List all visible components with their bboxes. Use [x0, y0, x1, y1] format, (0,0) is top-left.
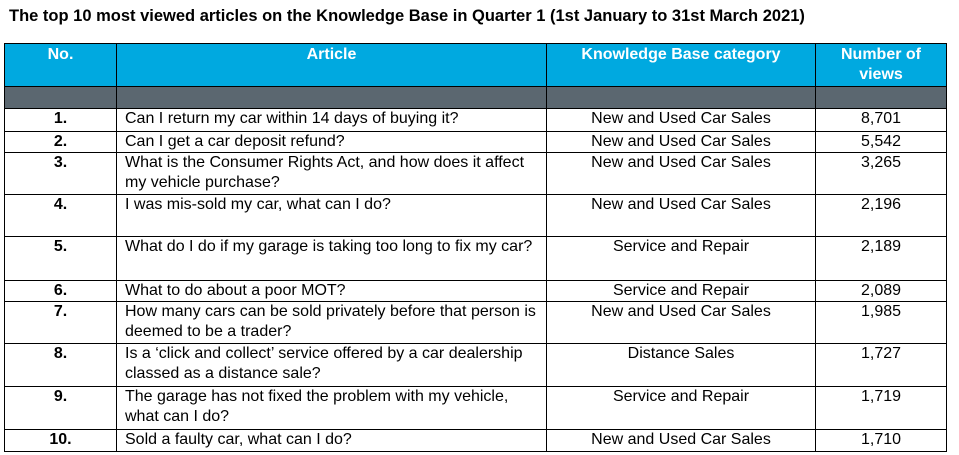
subheader-cell	[5, 87, 117, 109]
article-category: New and Used Car Sales	[547, 302, 816, 344]
header-views: Number of views	[816, 44, 947, 87]
article-title: Is a ‘click and collect’ service offered by a car dealership classed as a distance sale?	[117, 344, 547, 387]
article-title: How many cars can be sold privately before that person is deemed to be a trader?	[117, 302, 547, 344]
page-title: The top 10 most viewed articles on the Knowledge Base in Quarter 1 (1st January to 31st March 2021)	[9, 7, 805, 25]
article-category: Distance Sales	[547, 344, 816, 387]
table-row	[5, 281, 947, 302]
article-category: New and Used Car Sales	[547, 109, 816, 132]
article-category: New and Used Car Sales	[547, 430, 816, 452]
article-category: New and Used Car Sales	[547, 195, 816, 237]
row-number: 10.	[5, 430, 117, 452]
article-title: What do I do if my garage is taking too long to fix my car?	[117, 237, 547, 281]
view-count: 1,985	[816, 302, 947, 344]
article-title: What to do about a poor MOT?	[117, 281, 547, 302]
article-title: Sold a faulty car, what can I do?	[117, 430, 547, 452]
table-row	[5, 387, 947, 430]
table-row	[5, 237, 947, 281]
table-row	[5, 153, 947, 195]
table-row	[5, 344, 947, 387]
table-row	[5, 195, 947, 237]
subheader-band	[5, 87, 947, 109]
view-count: 1,727	[816, 344, 947, 387]
article-title: The garage has not fixed the problem with my vehicle, what can I do?	[117, 387, 547, 430]
table-row	[5, 302, 947, 344]
view-count: 2,196	[816, 195, 947, 237]
article-category: New and Used Car Sales	[547, 153, 816, 195]
row-number: 7.	[5, 302, 117, 344]
header-no: No.	[5, 44, 117, 87]
article-title: What is the Consumer Rights Act, and how does it affect my vehicle purchase?	[117, 153, 547, 195]
row-number: 8.	[5, 344, 117, 387]
view-count: 5,542	[816, 132, 947, 153]
view-count: 8,701	[816, 109, 947, 132]
article-title: I was mis-sold my car, what can I do?	[117, 195, 547, 237]
view-count: 3,265	[816, 153, 947, 195]
header-category: Knowledge Base category	[547, 44, 816, 87]
top-articles-table	[4, 43, 947, 452]
table-row	[5, 109, 947, 132]
row-number: 6.	[5, 281, 117, 302]
subheader-cell	[547, 87, 816, 109]
row-number: 2.	[5, 132, 117, 153]
row-number: 4.	[5, 195, 117, 237]
header-row	[5, 44, 947, 87]
view-count: 1,719	[816, 387, 947, 430]
row-number: 5.	[5, 237, 117, 281]
view-count: 1,710	[816, 430, 947, 452]
view-count: 2,089	[816, 281, 947, 302]
header-article: Article	[117, 44, 547, 87]
view-count: 2,189	[816, 237, 947, 281]
table-row	[5, 132, 947, 153]
article-category: New and Used Car Sales	[547, 132, 816, 153]
table-row	[5, 430, 947, 452]
table-header	[5, 44, 947, 109]
row-number: 1.	[5, 109, 117, 132]
article-category: Service and Repair	[547, 281, 816, 302]
article-title: Can I get a car deposit refund?	[117, 132, 547, 153]
article-category: Service and Repair	[547, 387, 816, 430]
article-category: Service and Repair	[547, 237, 816, 281]
subheader-cell	[117, 87, 547, 109]
row-number: 9.	[5, 387, 117, 430]
article-title: Can I return my car within 14 days of buying it?	[117, 109, 547, 132]
row-number: 3.	[5, 153, 117, 195]
subheader-cell	[816, 87, 947, 109]
table-body	[5, 109, 947, 452]
